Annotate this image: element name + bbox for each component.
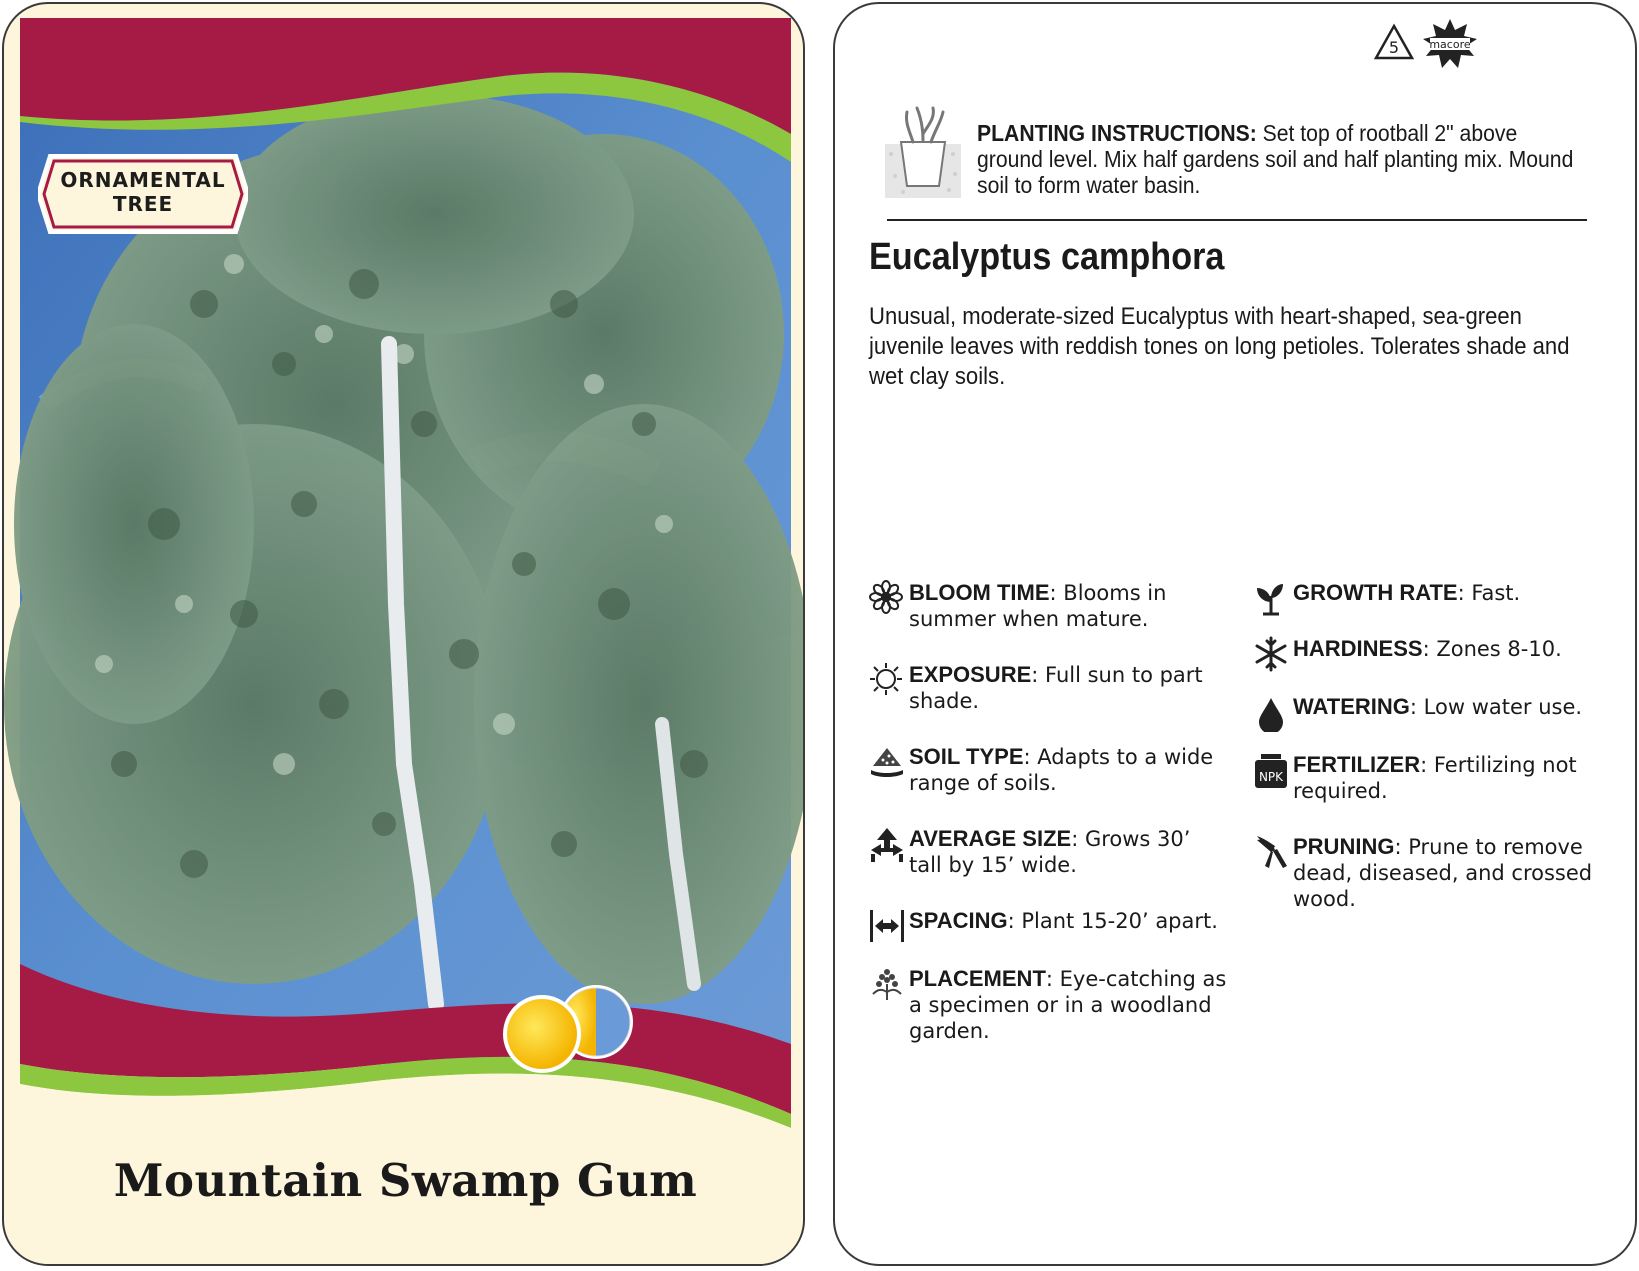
spacing-label: SPACING [909,908,1008,933]
npk-icon [1253,752,1289,790]
planting-text: Set top of rootball 2" above ground level. Mix half gardens soil and half planting mix. Mound soil to form water basin. [977,120,1574,198]
bloom-time-label: BLOOM TIME [909,580,1050,605]
water-drop-icon [1253,694,1289,732]
planting-label: PLANTING INSTRUCTIONS: [977,120,1257,146]
fertilizer-label: FERTILIZER [1293,752,1421,777]
back-card [833,2,1637,1266]
category-badge [38,152,248,236]
soil-type-text: : Adapts to a wide range of soils. [909,745,1214,795]
watering-label: WATERING [1293,694,1410,719]
placement-label: PLACEMENT [909,966,1046,991]
npk-text: NPK [1258,770,1284,784]
placement-icon [869,966,905,1002]
spacing-text: : Plant 15-20’ apart. [1007,909,1218,933]
flower-icon [869,580,903,614]
watering-text: : Low water use. [1409,695,1583,719]
fertilizer-text: : Fertilizing not required. [1293,753,1577,803]
recycle-number: 5 [1388,38,1400,57]
average-size-text: : Grows 30’ tall by 15’ wide. [909,827,1191,877]
bloom-time-text: : Blooms in summer when mature. [909,581,1167,631]
recycle-icon [1372,22,1416,66]
full-sun-icon [503,995,581,1073]
planting-instructions [977,120,1584,198]
macore-text: macore [1429,38,1471,51]
planting-pot-icon [883,104,963,200]
soil-type-label: SOIL TYPE [909,744,1024,769]
front-card [2,2,805,1266]
growth-rate-label: GROWTH RATE [1293,580,1458,605]
hardiness-text: : Zones 8-10. [1422,637,1562,661]
badge-line-1: ORNAMENTAL [60,168,226,192]
badge-line-2: TREE [112,192,174,216]
soil-icon [869,744,905,780]
hardiness-label: HARDINESS [1293,636,1423,661]
macore-logo [1422,18,1478,70]
exposure-label: EXPOSURE [909,662,1032,687]
exposure-text: : Full sun to part shade. [909,663,1203,713]
average-size-label: AVERAGE SIZE [909,826,1072,851]
pruners-icon [1253,834,1289,872]
size-arrows-icon [869,826,905,864]
plant-description: Unusual, moderate-sized Eucalyptus with heart-shaped, sea-green juvenile leaves with reddish tones on long petioles. Tolerates shade and wet clay soils. [869,303,1570,390]
growth-rate-text: : Fast. [1457,581,1521,605]
spacing-arrows-icon [869,908,905,944]
snowflake-icon [1253,636,1289,672]
species-name: Eucalyptus camphora [869,236,1225,278]
common-name: Mountain Swamp Gum [113,1154,698,1207]
placement-text: : Eye-catching as a specimen or in a woodland garden. [909,967,1227,1043]
pruning-text: : Prune to remove dead, diseased, and crossed wood. [1293,835,1593,911]
pruning-label: PRUNING [1293,834,1395,859]
sun-icon [869,662,903,696]
divider [887,219,1587,221]
sprout-icon [1253,580,1289,616]
